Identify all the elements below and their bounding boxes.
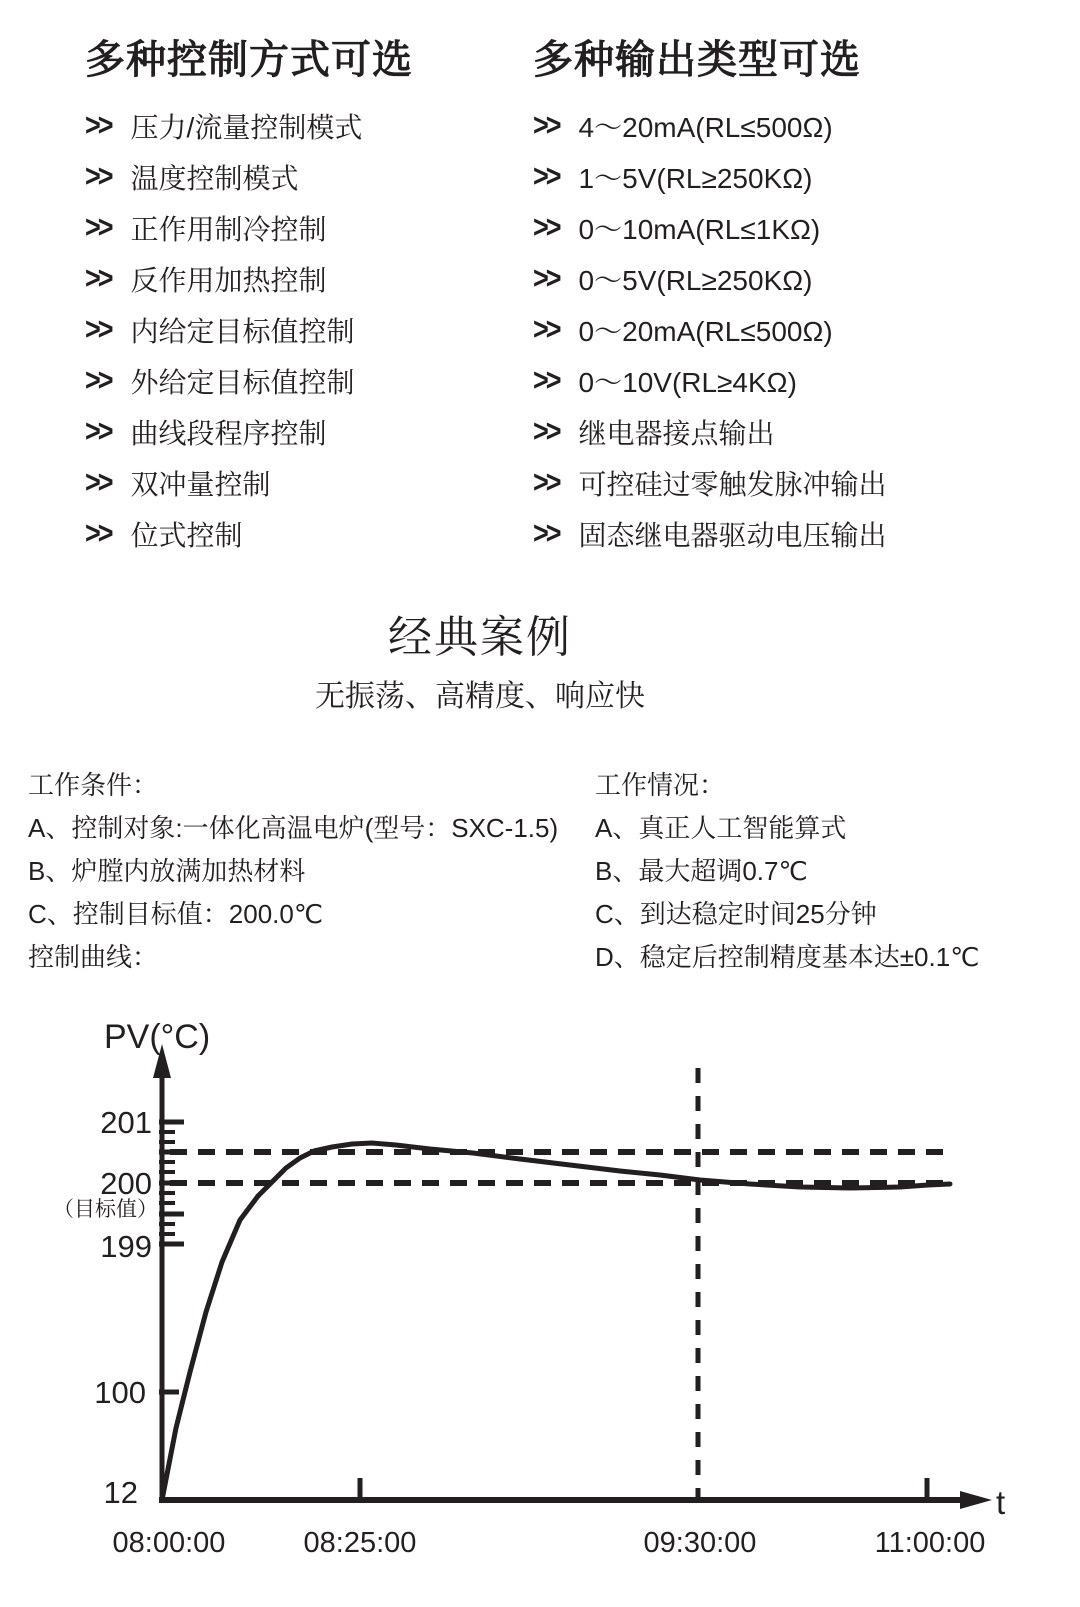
list-item	[533, 406, 887, 457]
list-item-label: 内给定目标值控制	[130, 315, 355, 347]
list-item	[85, 406, 413, 457]
case-study-title: 经典案例	[388, 613, 572, 662]
control-modes-list	[85, 100, 413, 559]
y-tick-label: 200	[100, 1166, 152, 1201]
control-modes-section	[85, 36, 413, 559]
y-tick-label: 100	[94, 1375, 146, 1410]
x-tick-label: 08:25:00	[303, 1527, 417, 1559]
list-item-label: 位式控制	[130, 519, 243, 551]
x-tick-label: 08:00:00	[112, 1527, 226, 1559]
list-item	[85, 253, 413, 304]
chevron-bullet: >>	[533, 209, 559, 245]
y-tick-label: 12	[103, 1475, 138, 1510]
condition-line: D、稳定后控制精度基本达±0.1℃	[595, 942, 980, 972]
list-item	[85, 202, 413, 253]
y-tick-label: 201	[100, 1105, 152, 1140]
working-results-column	[595, 764, 980, 972]
list-item	[533, 202, 887, 253]
chevron-bullet: >>	[85, 311, 111, 347]
list-item-label: 反作用加热控制	[130, 264, 327, 296]
list-item	[85, 151, 413, 202]
list-item-label: 0～10V(RL≥4KΩ)	[578, 366, 797, 398]
output-types-section	[533, 36, 887, 559]
list-item-label: 1～5V(RL≥250KΩ)	[578, 162, 813, 194]
list-item-label: 4～20mA(RL≤500Ω)	[578, 111, 833, 143]
list-item	[85, 100, 413, 151]
list-item-label: 0～5V(RL≥250KΩ)	[578, 264, 813, 296]
target-value-note: （目标值）	[53, 1198, 158, 1221]
control-modes-title: 多种控制方式可选	[85, 38, 413, 82]
list-item-label: 压力/流量控制模式	[130, 111, 363, 143]
chevron-bullet: >>	[85, 464, 111, 500]
list-item	[533, 100, 887, 151]
working-conditions-heading: 工作条件：	[28, 770, 159, 800]
list-item-label: 双冲量控制	[130, 468, 271, 500]
y-axis-label: PV(°C)	[104, 1018, 211, 1056]
list-item-label: 温度控制模式	[130, 162, 299, 194]
condition-line: C、到达稳定时间25分钟	[595, 899, 877, 929]
list-item	[85, 355, 413, 406]
condition-line: 控制曲线：	[28, 942, 159, 972]
x-axis-arrow	[960, 1491, 992, 1509]
y-tick-label: 199	[100, 1229, 152, 1264]
list-item	[533, 151, 887, 202]
control-curve-chart	[0, 985, 1080, 1607]
chevron-bullet: >>	[85, 260, 111, 296]
chevron-bullet: >>	[85, 362, 111, 398]
list-item	[533, 457, 887, 508]
list-item-label: 固态继电器驱动电压输出	[578, 519, 887, 551]
chevron-bullet: >>	[533, 362, 559, 398]
working-conditions-column	[28, 764, 559, 972]
list-item-label: 可控硅过零触发脉冲输出	[578, 468, 887, 500]
chevron-bullet: >>	[533, 413, 559, 449]
chevron-bullet: >>	[533, 515, 559, 551]
chevron-bullet: >>	[85, 515, 111, 551]
chevron-bullet: >>	[533, 464, 559, 500]
condition-line: A、控制对象:一体化高温电炉(型号：SXC-1.5)	[28, 813, 559, 843]
chevron-bullet: >>	[85, 413, 111, 449]
output-types-list	[533, 100, 887, 559]
list-item-label: 曲线段程序控制	[130, 417, 327, 449]
list-item	[533, 304, 887, 355]
case-study-subtitle: 无振荡、高精度、响应快	[315, 680, 645, 713]
list-item	[85, 508, 413, 559]
condition-line: B、炉膛内放满加热材料	[28, 856, 306, 886]
chevron-bullet: >>	[85, 107, 111, 143]
condition-line: B、最大超调0.7℃	[595, 856, 808, 886]
case-study-section	[0, 612, 960, 714]
chevron-bullet: >>	[533, 107, 559, 143]
x-tick-label: 11:00:00	[874, 1527, 986, 1559]
list-item	[533, 355, 887, 406]
chevron-bullet: >>	[85, 158, 111, 194]
chevron-bullet: >>	[533, 158, 559, 194]
condition-line: C、控制目标值：200.0℃	[28, 899, 324, 929]
working-conditions-lines	[28, 807, 559, 972]
condition-line: A、真正人工智能算式	[595, 813, 847, 843]
list-item-label: 外给定目标值控制	[130, 366, 355, 398]
list-item	[85, 304, 413, 355]
list-item	[85, 457, 413, 508]
control-curve	[162, 1143, 950, 1500]
x-tick-label: 09:30:00	[643, 1527, 757, 1559]
list-item	[533, 508, 887, 559]
x-axis-label: t	[996, 1484, 1006, 1521]
list-item-label: 正作用制冷控制	[130, 213, 327, 245]
working-results-heading: 工作情况：	[595, 770, 726, 800]
list-item-label: 0～10mA(RL≤1KΩ)	[578, 213, 821, 245]
chevron-bullet: >>	[533, 311, 559, 347]
list-item-label: 继电器接点输出	[578, 417, 775, 449]
output-types-title: 多种输出类型可选	[533, 38, 861, 82]
chevron-bullet: >>	[85, 209, 111, 245]
list-item-label: 0～20mA(RL≤500Ω)	[578, 315, 833, 347]
list-item	[533, 253, 887, 304]
working-results-lines	[595, 807, 980, 972]
chevron-bullet: >>	[533, 260, 559, 296]
